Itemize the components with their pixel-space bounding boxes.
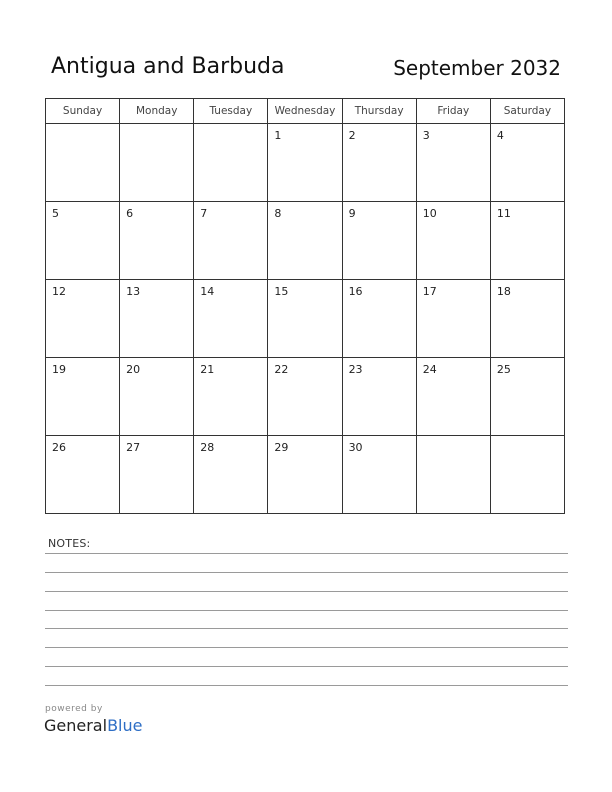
day-number: 23 bbox=[348, 363, 363, 376]
week-row bbox=[46, 124, 565, 202]
day-cell bbox=[416, 358, 490, 436]
day-cell bbox=[490, 280, 564, 358]
day-number: 21 bbox=[200, 363, 215, 376]
day-cell bbox=[120, 358, 194, 436]
day-number: 12 bbox=[52, 285, 66, 298]
day-cell bbox=[416, 280, 490, 358]
day-number bbox=[194, 124, 267, 129]
day-cell bbox=[490, 124, 564, 202]
day-number: 17 bbox=[422, 285, 437, 298]
brand-blue: Blue bbox=[107, 716, 143, 735]
weekday-thursday: Thursday bbox=[342, 99, 416, 124]
day-cell bbox=[490, 358, 564, 436]
day-number bbox=[46, 124, 119, 129]
notes-line bbox=[45, 666, 568, 667]
powered-by-text: powered by bbox=[45, 704, 103, 714]
generalblue-logo[interactable] bbox=[44, 716, 142, 735]
notes-line bbox=[45, 553, 568, 554]
day-cell bbox=[342, 280, 416, 358]
day-cell bbox=[194, 124, 268, 202]
day-number: 7 bbox=[200, 207, 208, 220]
day-cell bbox=[120, 436, 194, 514]
day-cell bbox=[268, 280, 342, 358]
day-cell bbox=[342, 358, 416, 436]
day-number: 29 bbox=[274, 441, 289, 454]
day-cell bbox=[46, 124, 120, 202]
week-row bbox=[46, 436, 565, 514]
day-number: 4 bbox=[496, 129, 504, 142]
day-cell bbox=[120, 202, 194, 280]
day-cell bbox=[416, 124, 490, 202]
week-row bbox=[46, 202, 565, 280]
day-cell bbox=[268, 358, 342, 436]
day-number bbox=[417, 436, 490, 441]
weekday-sunday: Sunday bbox=[46, 99, 120, 124]
day-number: 1 bbox=[274, 129, 282, 142]
day-number: 22 bbox=[274, 363, 289, 376]
day-cell bbox=[46, 280, 120, 358]
day-cell bbox=[268, 436, 342, 514]
day-number bbox=[491, 436, 564, 441]
notes-line bbox=[45, 685, 568, 686]
day-number: 30 bbox=[348, 441, 363, 454]
day-number: 19 bbox=[52, 363, 66, 376]
day-cell bbox=[416, 202, 490, 280]
day-number: 10 bbox=[422, 207, 437, 220]
day-cell bbox=[46, 202, 120, 280]
notes-line bbox=[45, 572, 568, 573]
day-number: 28 bbox=[200, 441, 215, 454]
weekday-friday: Friday bbox=[416, 99, 490, 124]
calendar-grid bbox=[45, 98, 565, 514]
day-number: 2 bbox=[348, 129, 356, 142]
day-number: 18 bbox=[496, 285, 511, 298]
notes-line bbox=[45, 647, 568, 648]
day-number: 3 bbox=[422, 129, 430, 142]
day-number: 11 bbox=[496, 207, 511, 220]
notes-label: NOTES: bbox=[48, 537, 91, 550]
day-number: 6 bbox=[126, 207, 134, 220]
notes-line bbox=[45, 610, 568, 611]
day-cell bbox=[342, 202, 416, 280]
day-cell bbox=[46, 358, 120, 436]
day-cell bbox=[46, 436, 120, 514]
day-cell bbox=[268, 202, 342, 280]
day-cell bbox=[490, 436, 564, 514]
day-number: 9 bbox=[348, 207, 356, 220]
day-cell bbox=[120, 124, 194, 202]
day-number: 25 bbox=[496, 363, 511, 376]
country-title: Antigua and Barbuda bbox=[51, 54, 285, 79]
day-number bbox=[120, 124, 193, 129]
week-row bbox=[46, 280, 565, 358]
weekday-header-row bbox=[46, 99, 565, 124]
brand-general: General bbox=[44, 716, 108, 735]
day-cell bbox=[268, 124, 342, 202]
day-number: 8 bbox=[274, 207, 282, 220]
day-cell bbox=[490, 202, 564, 280]
day-cell bbox=[194, 280, 268, 358]
notes-line bbox=[45, 628, 568, 629]
day-cell bbox=[120, 280, 194, 358]
day-cell bbox=[342, 124, 416, 202]
day-number: 20 bbox=[126, 363, 141, 376]
day-cell bbox=[194, 436, 268, 514]
weekday-wednesday: Wednesday bbox=[268, 99, 342, 124]
day-number: 14 bbox=[200, 285, 215, 298]
month-year-title: September 2032 bbox=[393, 56, 561, 80]
day-number: 24 bbox=[422, 363, 437, 376]
day-cell bbox=[416, 436, 490, 514]
day-number: 13 bbox=[126, 285, 141, 298]
day-number: 15 bbox=[274, 285, 289, 298]
weekday-tuesday: Tuesday bbox=[194, 99, 268, 124]
day-number: 27 bbox=[126, 441, 141, 454]
day-cell bbox=[194, 202, 268, 280]
weekday-monday: Monday bbox=[120, 99, 194, 124]
week-row bbox=[46, 358, 565, 436]
notes-line bbox=[45, 591, 568, 592]
day-cell bbox=[194, 358, 268, 436]
weekday-saturday: Saturday bbox=[490, 99, 564, 124]
day-number: 5 bbox=[52, 207, 59, 220]
day-number: 26 bbox=[52, 441, 66, 454]
day-cell bbox=[342, 436, 416, 514]
day-number: 16 bbox=[348, 285, 363, 298]
